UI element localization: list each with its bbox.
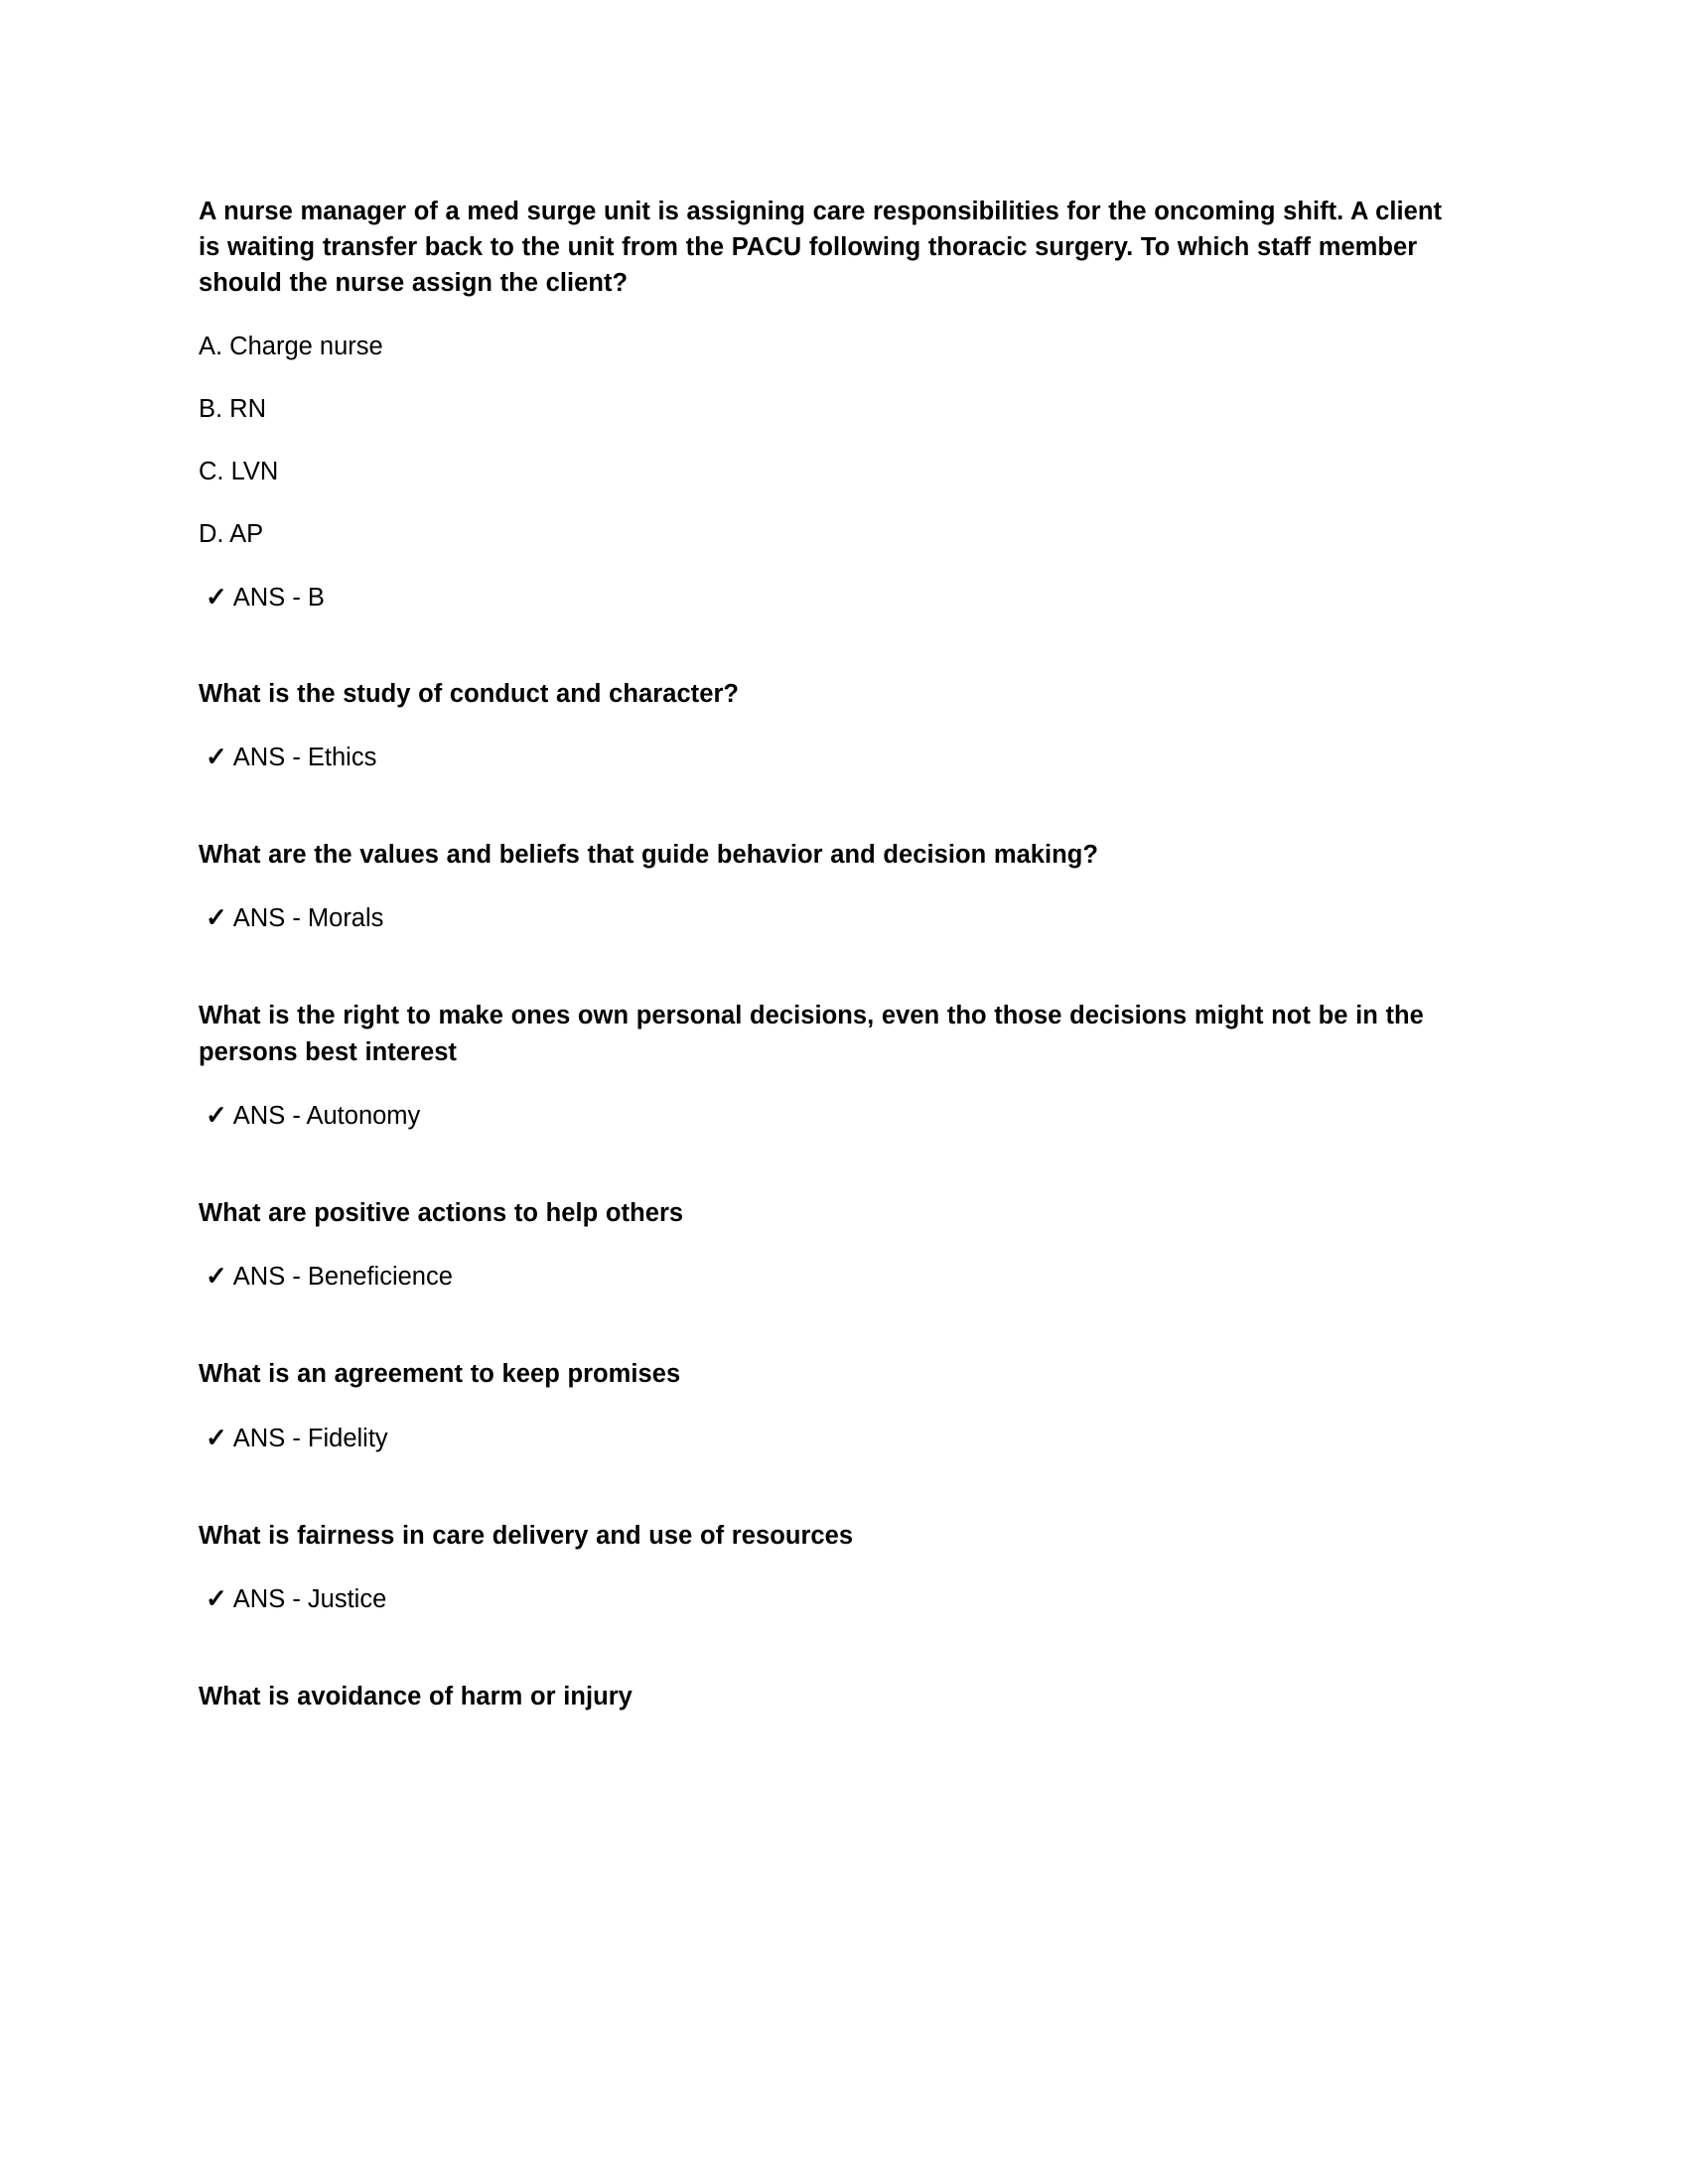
- answer-text: ANS - Beneficience: [232, 1263, 453, 1292]
- qa-block: [199, 1456, 1455, 1617]
- option-d[interactable]: D. AP: [199, 520, 264, 549]
- qa-block: [199, 936, 1455, 1134]
- question-text: What is the study of conduct and character?: [199, 679, 740, 708]
- question-text: What is the right to make ones own personal decisions, even tho those decisions might not be in the persons best interest: [199, 1002, 1424, 1066]
- checkmark-icon: ✓: [206, 902, 227, 933]
- checkmark-icon: ✓: [206, 1583, 227, 1614]
- question-text: What is an agreement to keep promises: [199, 1360, 681, 1389]
- question-text: What is fairness in care delivery and use of resources: [199, 1521, 854, 1550]
- option-c[interactable]: C. LVN: [199, 458, 279, 486]
- answer-text: ANS - Ethics: [232, 743, 377, 771]
- answer-line: [199, 1554, 1455, 1617]
- checkmark-icon: ✓: [206, 741, 227, 771]
- answer-text: ANS - Fidelity: [232, 1424, 388, 1452]
- answer-line: [199, 1231, 1455, 1295]
- answer-text: ANS - B: [232, 584, 325, 613]
- checkmark-icon: ✓: [206, 1422, 227, 1452]
- option-b[interactable]: B. RN: [199, 394, 267, 423]
- question-text: A nurse manager of a med surge unit is assigning care responsibilities for the oncoming shift. A client is waiting transfer back to the unit from the PACU following thoracic surgery. To which staff member should the nurse assign the client?: [199, 198, 1443, 298]
- answer-line: [199, 552, 1455, 615]
- answer-text: ANS - Morals: [232, 904, 384, 933]
- qa-block: [199, 1295, 1455, 1455]
- checkmark-icon: ✓: [206, 1261, 227, 1292]
- answer-line: [199, 1393, 1455, 1456]
- qa-block: [199, 194, 1455, 616]
- qa-block: [199, 775, 1455, 936]
- question-text: What is avoidance of harm or injury: [199, 1683, 633, 1711]
- document-body: [199, 194, 1455, 1714]
- answer-line: [199, 712, 1455, 775]
- qa-block: [199, 1617, 1455, 1714]
- qa-block: [199, 1134, 1455, 1295]
- question-text: What are positive actions to help others: [199, 1199, 684, 1228]
- question-text: What are the values and beliefs that guide behavior and decision making?: [199, 841, 1099, 870]
- checkmark-icon: ✓: [206, 582, 227, 613]
- answer-text: ANS - Justice: [232, 1585, 387, 1614]
- qa-block: [199, 616, 1455, 775]
- option-a[interactable]: A. Charge nurse: [199, 332, 383, 360]
- answer-line: [199, 1070, 1455, 1134]
- answer-line: [199, 873, 1455, 936]
- checkmark-icon: ✓: [206, 1099, 227, 1130]
- answer-text: ANS - Autonomy: [232, 1101, 421, 1130]
